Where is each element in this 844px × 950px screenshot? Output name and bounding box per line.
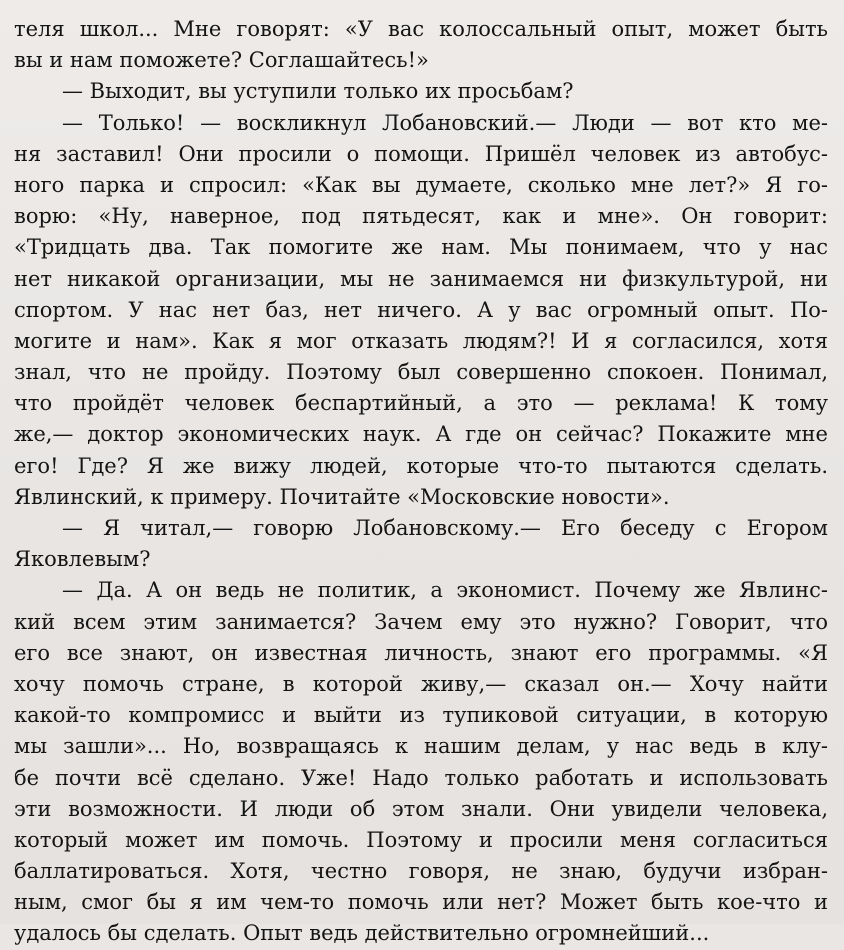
text-line: же,— доктор экономических наук. А где он сейчас? Покажите мне <box>14 422 828 447</box>
text-line: который может им помочь. Поэтому и просили меня согласиться <box>14 827 828 852</box>
text-line: могите и нам». Как я мог отказать людям?! И я согласился, хотя <box>14 328 828 353</box>
text-line: теля школ... Мне говорят: «У вас колоссальный опыт, может быть <box>14 17 828 41</box>
text-line: спортом. У нас нет баз, нет ничего. А у вас огромный опыт. По- <box>14 297 828 322</box>
text-line: — Выходит, вы уступили только их просьбам? <box>62 79 574 104</box>
text-line: — Я читал,— говорю Лобановскому.— Его беседу с Егором <box>62 516 828 540</box>
text-line: нет никакой организации, мы не занимаемся ни физкультурой, ни <box>14 266 828 291</box>
text-line: его все знают, он известная личность, знают его программы. «Я <box>14 640 828 665</box>
text-line: какой-то компромисс и выйти из тупиковой ситуации, в которую <box>14 703 828 728</box>
text-line: бе почти всё сделано. Уже! Надо только работать и использовать <box>14 765 828 790</box>
text-line: ворю: «Ну, наверное, под пятьдесят, как и мне». Он говорит: <box>14 204 828 229</box>
text-line: хочу помочь стране, в которой живу,— сказал он.— Хочу найти <box>14 671 828 696</box>
text-line: ного парка и спросил: «Как вы думаете, сколько мне лет?» Я го- <box>14 172 828 197</box>
text-line: эти возможности. И люди об этом знали. Они увидели человека, <box>14 796 828 821</box>
text-line: знал, что не пройду. Поэтому был совершенно спокоен. Понимал, <box>14 360 828 385</box>
text-line: — Да. А он ведь не политик, а экономист. Почему же Явлинс- <box>62 578 828 603</box>
text-line: — Только! — воскликнул Лобановский.— Люди — вот кто ме- <box>62 110 828 135</box>
page-text <box>14 14 828 950</box>
text-line: Явлинский, к примеру. Почитайте «Московские новости». <box>14 484 670 509</box>
text-line: ня заставил! Они просили о помощи. Пришёл человек из автобус- <box>14 141 828 166</box>
text-line: вы и нам поможете? Соглашайтесь!» <box>14 48 429 73</box>
text-line: его! Где? Я же вижу людей, которые что-то пытаются сделать. <box>14 453 828 478</box>
text-line: удалось бы сделать. Опыт ведь действительно огромнейший... <box>14 921 710 946</box>
text-line: мы зашли»... Но, возвращаясь к нашим делам, у нас ведь в клу- <box>14 734 828 759</box>
text-line: «Тридцать два. Так помогите же нам. Мы понимаем, что у нас <box>14 235 828 260</box>
text-line: Яковлевым? <box>14 547 151 572</box>
text-line: ным, смог бы я им чем-то помочь или нет? Может быть кое-что и <box>14 890 828 915</box>
text-line: что пройдёт человек беспартийный, а это — реклама! К тому <box>14 391 828 416</box>
text-line: баллатироваться. Хотя, честно говоря, не знаю, будучи избран- <box>14 859 828 884</box>
text-line: кий всем этим занимается? Зачем ему это нужно? Говорит, что <box>14 609 828 634</box>
